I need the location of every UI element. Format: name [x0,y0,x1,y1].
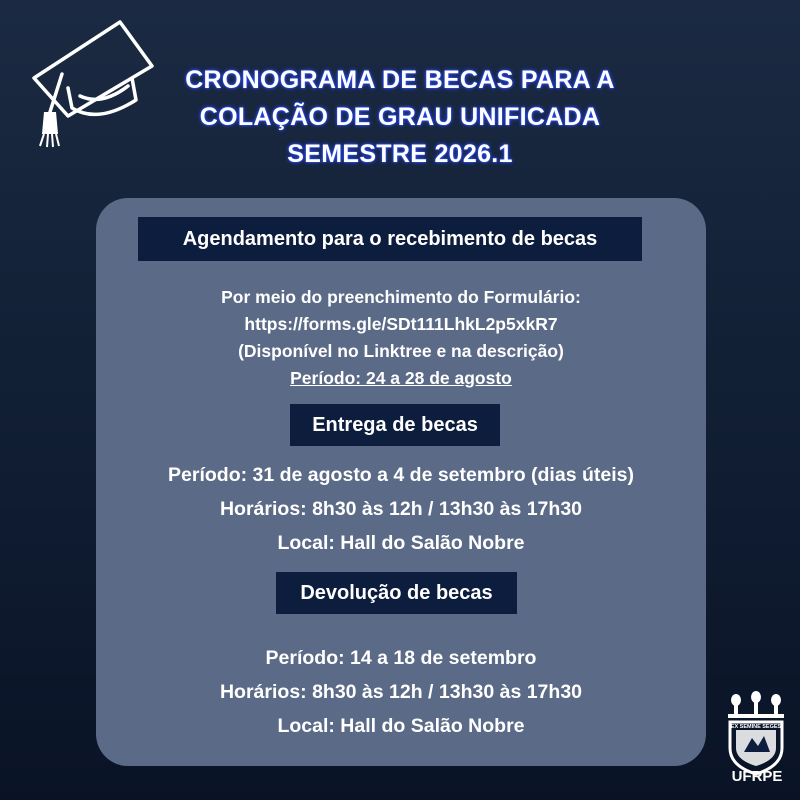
return-details [96,641,706,743]
return-location: Local: Hall do Salão Nobre [277,715,525,737]
delivery-hours: Horários: 8h30 às 12h / 13h30 às 17h30 [219,498,583,520]
title-line: SEMESTRE 2026.1 [287,140,513,168]
scheduling-details [96,284,706,392]
delivery-period: Período: 31 de agosto a 4 de setembro (dias úteis) [168,464,634,486]
title-line: CRONOGRAMA DE BECAS PARA A [185,66,615,94]
return-period: Período: 14 a 18 de setembro [265,647,537,669]
availability-note: (Disponível no Linktree e na descrição) [238,341,564,361]
scheduling-heading: Agendamento para o recebimento de becas [138,217,642,261]
delivery-heading: Entrega de becas [290,404,500,446]
delivery-location: Local: Hall do Salão Nobre [277,532,525,554]
title-line: COLAÇÃO DE GRAU UNIFICADA [199,103,601,131]
return-hours: Horários: 8h30 às 12h / 13h30 às 17h30 [219,681,583,703]
return-heading: Devolução de becas [276,572,517,614]
scheduling-period: Período: 24 a 28 de agosto [290,368,512,388]
page-title [130,62,670,173]
schedule-panel [96,198,706,766]
ufrpe-logo-text: UFRPE [731,768,783,785]
form-link[interactable]: https://forms.gle/SDt111LhkL2p5xkR7 [244,314,558,334]
form-instruction: Por meio do preenchimento do Formulário: [221,287,581,307]
crest-motto: EX SEMINE SEGES [730,724,782,730]
delivery-details [96,458,706,560]
